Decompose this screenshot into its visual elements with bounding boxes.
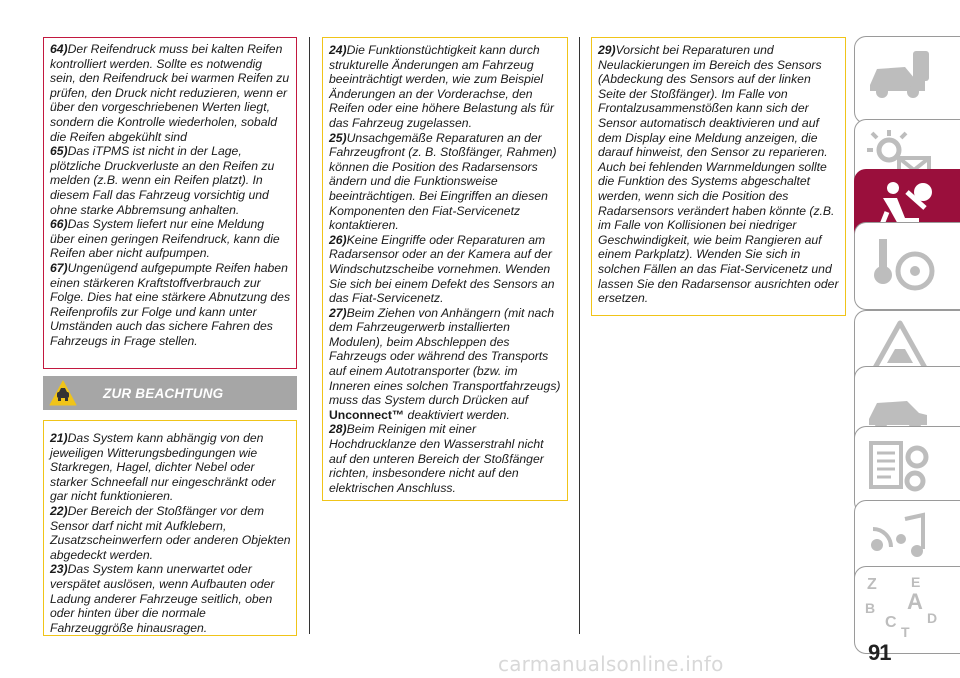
note-text: Keine Eingriffe oder Reparaturen am Radarsensor oder an der Kamera auf der Windschutzscheibe vornehmen. Wenden Sie sich bei einem Defekt des Sensors an das Fiat-Servicenetz.	[329, 232, 555, 306]
note-text: Vorsicht bei Reparaturen und Neulackierungen im Bereich des Sensors (Abdeckung des Sensors auf der linken Seite der Stoßfänger). Im Falle von Frontalzusammenstößen kann sich der Sensor automatisch deaktivieren und auf dem Display eine Meldung anzeigen, die darauf hinweist, den Sensor zu reparieren. Auch bei fehlenden Warnmeldungen sollte die Funktion des Systems abgeschaltet werden, wenn sich die Position des Radarsensors verändert haben könnte (z.B. im Falle von Kollisionen bei niedriger Geschwindigkeit, wie beim Rangieren auf einem Parkplatz). Wenden Sie sich in solchen Fällen an das Fiat-Servicenetz und lassen Sie den Radarsensor ausrichten oder ersetzen.	[598, 43, 839, 306]
note-number: 24)	[329, 43, 347, 57]
middle-notes-box	[322, 37, 568, 501]
note-text: Das System liefert nur eine Meldung über einen geringen Reifendruck, kann die Reifen aber nicht aufpumpen.	[50, 217, 280, 261]
note-number: 28)	[329, 422, 347, 437]
warning-notes-box	[43, 37, 297, 369]
note-number: 21)	[50, 431, 68, 445]
note-text: Ungenügend aufgepumpte Reifen haben einen stärkeren Kraftstoffverbrauch zur Folge. Dies hat eine stärkere Abnutzung des Reifenprofils zur Folge und kann unter Umständen auch das sichere Fahren des Fahrzeugs in Frage stellen.	[50, 260, 291, 348]
alphabetical-index-icon	[865, 575, 945, 641]
note-text: Das System kann abhängig von den jeweiligen Witterungsbedingungen wie Starkregen, Hagel, dichter Nebel oder starker Schneefall nur eingeschränkt oder gar nicht funktionieren.	[50, 431, 276, 504]
note-item	[50, 431, 291, 504]
note-item	[50, 217, 291, 261]
index-letter: C	[885, 614, 897, 631]
note-item	[598, 43, 840, 306]
note-number: 23)	[50, 562, 68, 577]
note-item	[50, 144, 291, 217]
key-steering-icon	[865, 231, 935, 301]
note-number: 67)	[50, 260, 68, 275]
tab-dashboard[interactable]	[854, 36, 960, 124]
index-letter: A	[907, 589, 923, 614]
note-text: Beim Reinigen mit einer Hochdrucklanze den Wasserstrahl nicht auf den unteren Bereich der Stoßfänger richten, insbesondere nicht auf den elektrischen Anschluss.	[329, 422, 544, 495]
note-item	[329, 43, 562, 131]
note-item	[50, 261, 291, 349]
note-number: 66)	[50, 217, 68, 232]
note-number: 25)	[329, 130, 347, 145]
caution-header	[43, 376, 297, 410]
note-item	[329, 131, 562, 233]
note-number: 64)	[50, 42, 68, 56]
watermark-text: carmanualsonline.info	[498, 652, 724, 676]
note-item	[329, 422, 562, 495]
warning-triangle-icon	[49, 380, 77, 406]
note-number: 27)	[329, 305, 347, 320]
index-letter: B	[865, 600, 876, 616]
note-text: Der Bereich der Stoßfänger vor dem Sensor darf nicht mit Aufklebern, Zusatzscheinwerfern oder anderen Objekten abgedeckt werden.	[50, 503, 291, 562]
column-divider	[579, 37, 580, 634]
note-text: Das System kann unerwartet oder verspätet auslösen, wenn Aufbauten oder Ladung anderer Fahrzeuge seitlich, oben oder hinten über die normale Fahrzeuggröße hinausragen.	[50, 562, 275, 635]
note-text: Das iTPMS ist nicht in der Lage, plötzliche Druckverluste an den Reifen zu melden (z.B. wenn ein Reifen platzt). In diesem Fall das Fahrzeug vorsichtig und ohne starke Abbremsung anhalten.	[50, 144, 275, 217]
index-letter: D	[927, 610, 938, 626]
note-text: Die Funktionstüchtigkeit kann durch strukturelle Änderungen am Fahrzeug beeinträchtigt werden, wie zum Beispiel Änderungen an der Vorderachse, den Reifen oder eine höhere Belastung als für das Fahrzeug zugelassen.	[329, 43, 554, 130]
index-letter: T	[901, 624, 910, 640]
page-number: 91	[868, 640, 891, 665]
note-item	[50, 562, 291, 635]
index-letter: Z	[867, 576, 877, 593]
column-divider	[309, 37, 310, 634]
technical-data-icon	[865, 435, 935, 505]
right-notes-box	[591, 37, 846, 316]
note-item	[329, 233, 562, 306]
note-item	[329, 306, 562, 423]
note-text: Beim Ziehen von Anhängern (mit nach dem Fahrzeugerwerb installierten Modulen), beim Abschleppen des Fahrzeugs oder während des Transports auf einem Autotransporter (bzw. im Inneren eines solchen Transportfahrzeugs) muss das System durch Drücken auf	[329, 305, 561, 408]
note-number: 29)	[598, 43, 616, 57]
index-letter: E	[911, 575, 921, 590]
note-emphasis: Unconnect™	[329, 407, 405, 422]
note-number: 22)	[50, 503, 68, 518]
note-text: Unsachgemäße Reparaturen an der Fahrzeugfront (z. B. Stoßfänger, Rahmen) können die Position des Radarsensors ändern und die Funktionsweise beeinträchtigen. Bei Eingriffen an diesen Komponenten den Fiat-Servicenetz kontaktieren.	[329, 130, 557, 233]
note-text: Der Reifendruck muss bei kalten Reifen kontrolliert werden. Sollte es notwendig sein, den Reifendruck bei warmen Reifen zu prüfen, den Druck nicht reduzieren, wenn er über den vorgeschriebenen Werten liegt, sondern die Kontrolle wiederholen, sobald die Reifen abgekühlt sind	[50, 42, 290, 144]
note-number: 65)	[50, 144, 68, 159]
caution-notes-box	[43, 420, 297, 636]
note-text-continued: deaktiviert werden.	[404, 407, 510, 422]
note-item	[50, 42, 291, 144]
tab-starting-driving[interactable]	[854, 222, 960, 310]
note-item	[50, 504, 291, 562]
caution-title: ZUR BEACHTUNG	[103, 386, 224, 401]
note-number: 26)	[329, 232, 347, 247]
car-dashboard-icon	[865, 45, 935, 115]
